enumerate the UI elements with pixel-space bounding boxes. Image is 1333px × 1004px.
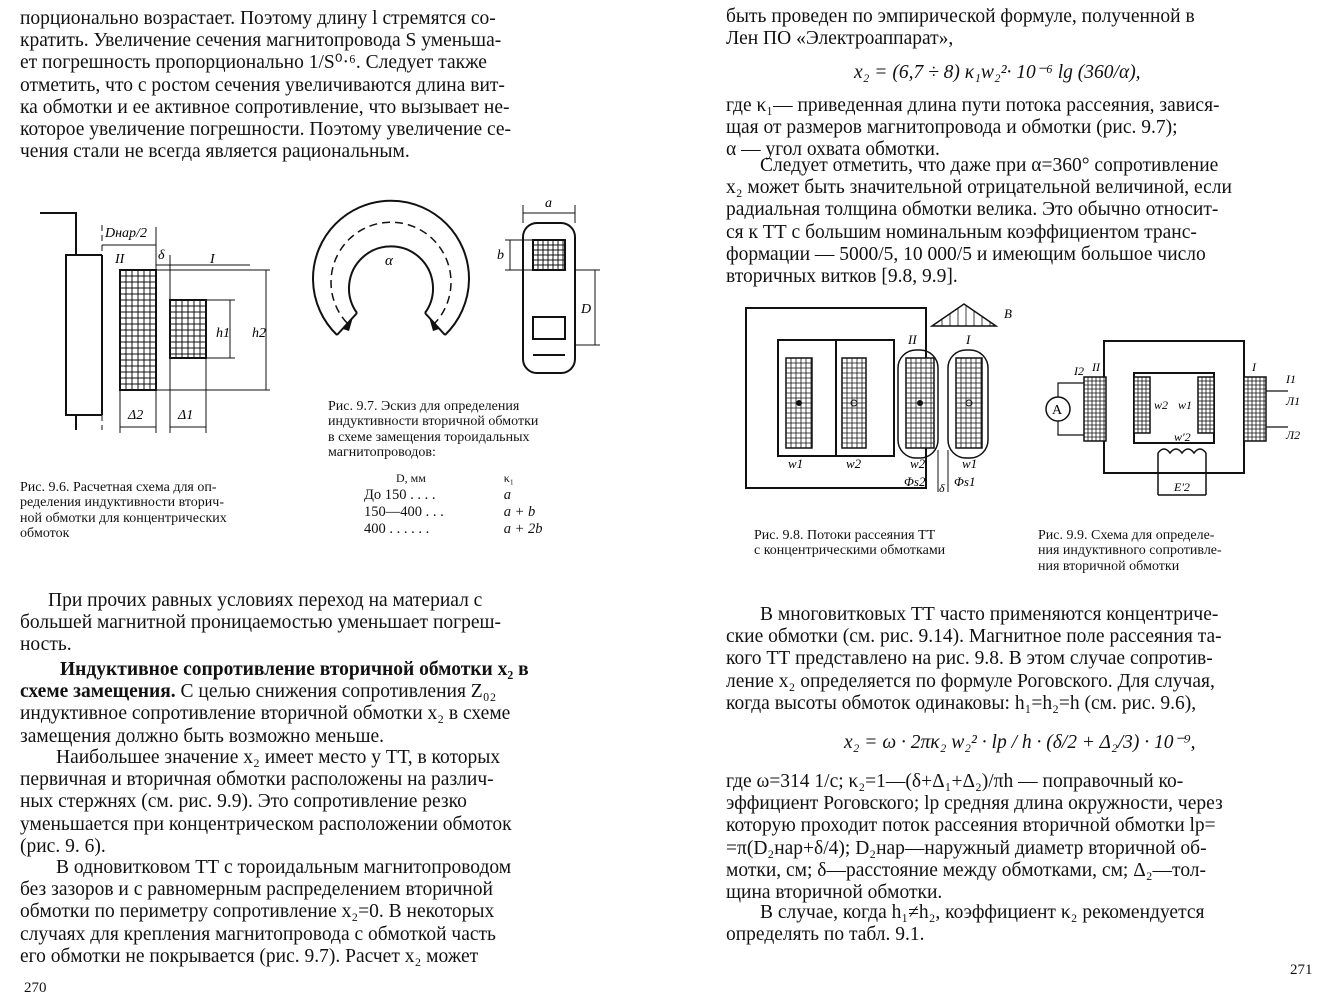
page-number: 271 [1290, 962, 1313, 978]
caption-line: Рис. 9.8. Потоки рассеяния ТТ [754, 528, 936, 543]
label-dnar: Dнар/2 [105, 226, 147, 241]
figure-9-7-diagram [305, 195, 605, 375]
caption-line: магнитопроводов: [328, 445, 436, 461]
label-d1: Δ1 [178, 408, 194, 423]
caption-line: с концентрическими обмотками [754, 543, 946, 559]
text-line: ся к ТТ с большим номинальным коэффициентом транс- [726, 221, 1197, 243]
text-line: быть проведен по эмпирической формуле, полученной в [726, 6, 1195, 27]
text-line [20, 681, 610, 703]
caption-line: ния вторичной обмотки [1038, 558, 1180, 574]
caption-line: обмоток [20, 526, 70, 542]
text-line: кратить. Увеличение сечения магнитопровода S уменьша- [20, 30, 502, 52]
label-w2: w2 [1154, 398, 1169, 412]
label-i: I [966, 332, 971, 347]
formula-x2-empirical: x₂ = (6,7 ÷ 8) κ₁w₂²· 10⁻⁶ lg (360/α), [854, 62, 1141, 83]
label-D: D [581, 302, 592, 317]
label-w1: w1 [788, 456, 804, 471]
figure-9-6-caption [20, 480, 305, 542]
text-line: ка обмотки и ее активное сопротивление, что вызывает не- [20, 96, 510, 118]
right-paragraph-4 [726, 604, 1318, 715]
label-d2: Δ2 [128, 408, 144, 423]
section-heading: Индуктивное сопротивление вторичной обмотки x₂ в [60, 659, 529, 680]
caption-line: ной обмотки для концентрических [20, 510, 227, 526]
text-line: чения стали не всегда является рациональным. [20, 141, 410, 163]
label-I1: I1 [1286, 372, 1296, 386]
left-paragraph-2 [20, 590, 605, 657]
current-dot-icon [917, 400, 923, 406]
text-line: При прочих равных условиях переход на материал с [48, 590, 483, 611]
text-line: кого ТТ представлено на рис. 9.8. В этом случае сопротив- [726, 648, 1213, 670]
text-line: x₂ может быть значительной отрицательной величиной, если [726, 177, 1232, 199]
text-line: Лен ПО «Электроаппарат», [726, 28, 954, 50]
text-line: его обмотки не покрывается (рис. 9.7). Расчет x₂ может [20, 945, 479, 967]
right-page [666, 0, 1333, 1004]
text-line: Наибольшее значение x₂ имеет место у ТТ, в которых [56, 747, 501, 768]
label-w2: w2 [910, 456, 926, 471]
left-paragraph-5 [20, 857, 610, 968]
right-paragraph-1 [726, 6, 1316, 50]
text-line: радиальная толщина обмотки велика. Это обычно относит- [726, 199, 1219, 221]
current-dot-icon [796, 400, 802, 406]
text-line: где ω=314 1/с; κ₂=1—(δ+Δ₁+Δ₂)/πh — поправочный ко- [726, 771, 1184, 792]
table-cell: До 150 . . . . [364, 487, 436, 503]
text-line: щая от размеров магнитопровода и обмотки (рис. 9.7); [726, 117, 1178, 139]
figure-9-9-caption [1038, 528, 1298, 574]
figure-9-9-diagram [1040, 335, 1310, 515]
caption-line: Рис. 9.9. Схема для определе- [1038, 528, 1215, 543]
left-paragraph-4 [20, 747, 610, 858]
text-line: ных стержнях (см. рис. 9.9). Это сопротивление резко [20, 791, 467, 813]
caption-line: в схеме замещения тороидальных [328, 429, 530, 445]
text-line: индуктивное сопротивление вторичной обмотки x₂ в схеме [20, 703, 511, 725]
text-inline: С целью снижения сопротивления Z₀₂ [175, 681, 497, 703]
label-phi-s2: Φs2 [904, 474, 926, 489]
left-paragraph-1 [20, 8, 603, 163]
table-header: D, мм [396, 471, 426, 485]
right-paragraph-3 [726, 155, 1316, 288]
table-header: κ₁ [503, 471, 514, 485]
label-phi-s1: Φs1 [954, 474, 976, 489]
text-line: замещения должно быть возможно меньше. [20, 725, 384, 747]
label-w1: w1 [962, 456, 978, 471]
table-cell: a + b [503, 504, 536, 520]
caption-line: Рис. 9.7. Эскиз для определения [328, 399, 520, 414]
text-line: большей магнитной проницаемостью уменьшает погреш- [20, 612, 502, 634]
label-L2: Л2 [1286, 428, 1301, 442]
text-line: ность. [20, 634, 72, 656]
table-cell: 400 . . . . . . [364, 521, 430, 537]
label-a: a [545, 196, 552, 211]
text-line: случаях для крепления магнитопровода с обмоткой часть [20, 923, 496, 945]
label-h1: h1 [216, 326, 230, 341]
table-cell: a + 2b [503, 521, 543, 537]
section-heading-cont: схеме замещения. [20, 681, 176, 703]
label-A: A [1052, 403, 1063, 418]
kappa-table [360, 470, 547, 538]
formula-rogowski: x₂ = ω · 2πκ₂ w₂² · lp / h · (δ/2 + Δ₂/3) · 10⁻⁹, [844, 732, 1196, 753]
text-line: (рис. 9. 6). [20, 835, 106, 857]
right-paragraph-5 [726, 771, 1318, 904]
figure-9-8-diagram [742, 300, 1022, 500]
text-line: формации — 5000/5, 10 000/5 и имеющим большое число [726, 243, 1206, 265]
label-alpha: α [385, 253, 393, 269]
figure-9-8-caption [754, 528, 1024, 559]
text-line: определять по табл. 9.1. [726, 924, 925, 946]
text-line: где κ₁— приведенная длина пути потока рассеяния, завися- [726, 95, 1220, 116]
text-line: которое увеличение погрешности. Поэтому увеличение се- [20, 119, 512, 141]
text-line: мотки, см; δ—расстояние между обмотками, см; Δ₂—тол- [726, 859, 1207, 881]
text-line: =π(D₂нар+δ/4); D₂нар—наружный диаметр вторичной об- [726, 837, 1207, 859]
table-header-row [360, 470, 547, 487]
text-line: В одновитковом ТТ с тороидальным магнитопроводом [56, 857, 512, 878]
table-row [360, 521, 547, 538]
text-line: Следует отметить, что даже при α=360° сопротивление [760, 155, 1219, 176]
label-E2-prime: E'2 [1174, 480, 1190, 494]
label-B: B [1004, 306, 1012, 321]
text-line: когда высоты обмоток одинаковы: h₁=h₂=h (см. рис. 9.6), [726, 692, 1197, 714]
text-line: уменьшается при концентрическом расположении обмоток [20, 813, 512, 835]
text-line: эффициент Роговского; lp средняя длина окружности, через [726, 793, 1223, 815]
table-row [360, 504, 547, 521]
text-line: обмотки по периметру сопротивление x₂=0. В некоторых [20, 901, 495, 923]
text-line: ет погрешность пропорционально 1/S⁰·⁶. Следует также [20, 52, 487, 74]
table-cell: a [503, 487, 511, 503]
label-delta: δ [939, 481, 945, 495]
caption-line: ределения индуктивности вторич- [20, 495, 224, 511]
label-ii: II [908, 332, 917, 347]
label-b: b [497, 248, 504, 263]
text-line: В случае, когда h₁≠h₂, коэффициент κ₂ рекомендуется [760, 902, 1205, 923]
text-line: В многовитковых ТТ часто применяются концентриче- [760, 604, 1219, 625]
right-paragraph-6 [726, 902, 1318, 946]
label-i: I [1252, 360, 1256, 374]
label-I2: I2 [1074, 364, 1084, 378]
caption-line: индуктивности вторичной обмотки [328, 414, 539, 430]
text-line: ские обмотки (см. рис. 9.14). Магнитное поле рассеяния та- [726, 626, 1222, 648]
text-line: без зазоров и с равномерным распределением вторичной [20, 879, 493, 901]
text-line: ление x₂ определяется по формуле Роговского. Для случая, [726, 670, 1215, 692]
label-w2-prime: w'2 [1174, 430, 1191, 444]
text-line: α — угол охвата обмотки. [726, 139, 940, 161]
label-w1: w1 [1178, 398, 1193, 412]
text-line: отметить, что с ростом сечения увеличиваются длина вит- [20, 74, 505, 96]
text-line: порционально возрастает. Поэтому длину l стремятся со- [20, 8, 496, 29]
caption-line: Рис. 9.6. Расчетная схема для оп- [20, 480, 217, 495]
caption-line: ния индуктивного сопротивле- [1038, 543, 1222, 559]
figure-9-6-diagram [30, 205, 280, 435]
text-line: первичная и вторичная обмотки расположены на различ- [20, 769, 494, 791]
text-line: вторичных витков [9.8, 9.9]. [726, 266, 958, 288]
label-w2: w2 [846, 456, 862, 471]
label-i: I [210, 252, 215, 267]
label-delta: δ [158, 248, 165, 263]
right-paragraph-2 [726, 95, 1316, 162]
label-h2: h2 [252, 326, 266, 341]
label-ii: II [115, 252, 125, 267]
text-line: щина вторичной обмотки. [726, 882, 943, 904]
left-paragraph-3 [20, 659, 610, 748]
label-L1: Л1 [1286, 394, 1301, 408]
label-ii: II [1092, 360, 1100, 374]
page-number: 270 [24, 980, 47, 996]
table-row [360, 487, 547, 504]
left-page [0, 0, 666, 1004]
figure-9-7-caption [328, 399, 618, 461]
table-cell: 150—400 . . . [364, 504, 444, 520]
text-line: которую проходит поток рассеяния вторичной обмотки lp= [726, 815, 1216, 837]
